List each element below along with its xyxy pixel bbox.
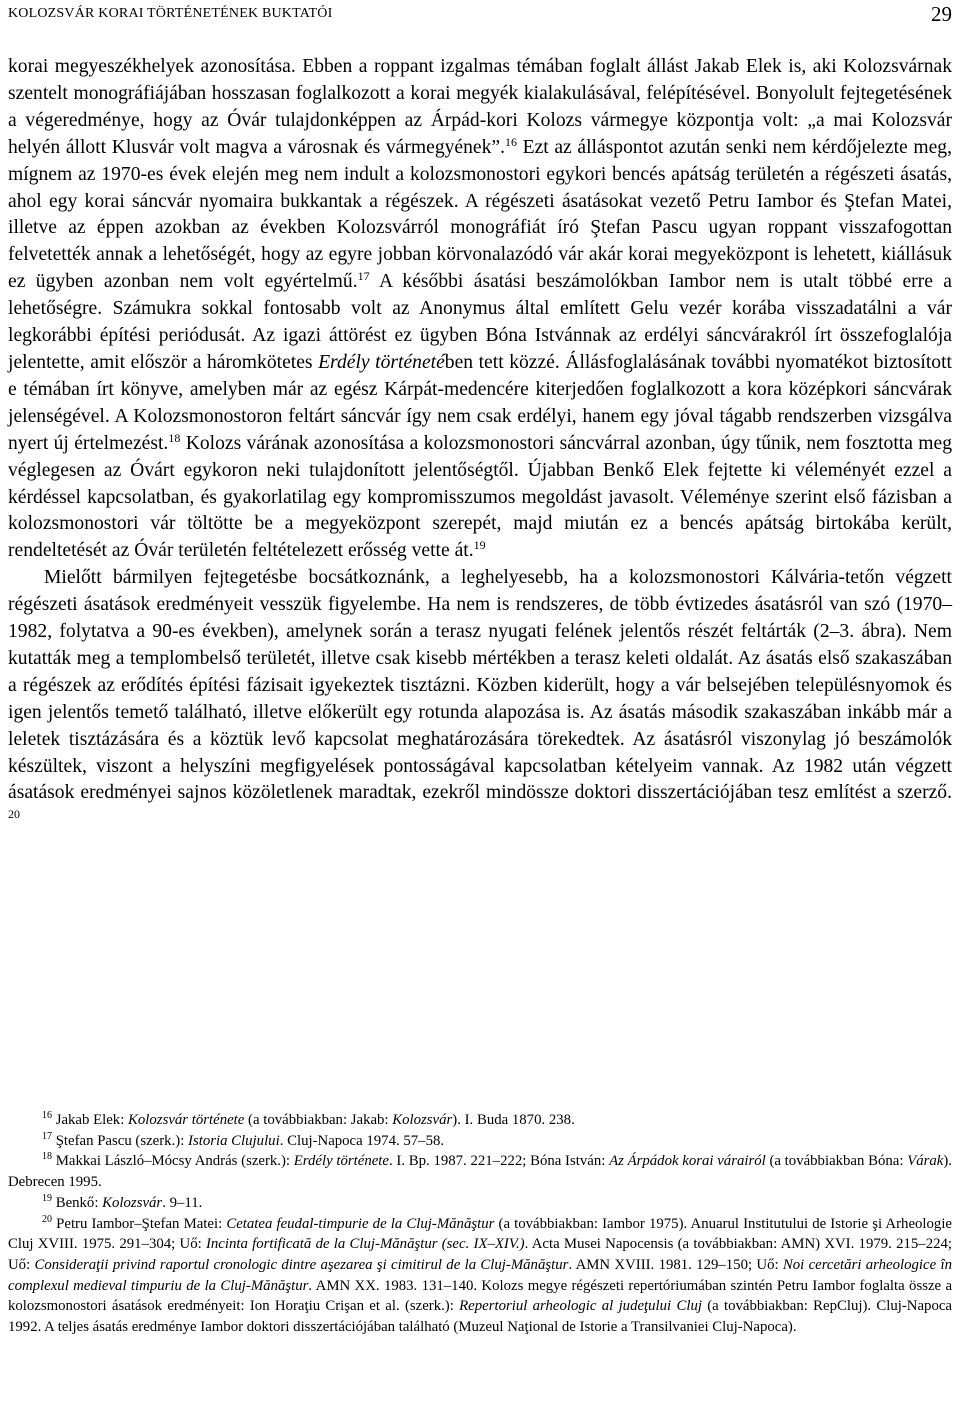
paragraph-1 [8,54,952,565]
fn-text: (a továbbiakban Bóna: [765,1153,908,1170]
footnote-20 [8,1214,952,1338]
footnote-16 [8,1110,952,1131]
fn-italic: Várak [907,1153,944,1170]
fn-text: ). I. Buda 1870. 238. [452,1112,575,1128]
footnote-number: 18 [42,1151,52,1163]
fn-italic: Noi cercetări arheologice în complexul medieval timpuriu de la Cluj-Mănăştur [8,1256,952,1294]
running-title: KOLOZSVÁR KORAI TÖRTÉNETÉNEK BUKTATÓI [8,6,333,21]
fn-italic: Incinta fortificată de la Cluj-Mănăştur (sec. IX–XIV.) [205,1236,525,1253]
running-header [8,4,952,26]
footnote-ref-20[interactable]: 20 [8,807,20,822]
fn-italic: Kolozsvár története [128,1112,245,1128]
fn-italic: Consideraţii privind raportul cronologic dintre aşezarea şi cimitirul de la Cluj-Mănăştur [34,1256,569,1273]
footnote-ref-17[interactable]: 17 [357,269,370,284]
fn-text: . AMN XVIII. 1981. 129–150; Uő: [568,1256,783,1273]
footnote-17 [8,1131,952,1152]
text-run: Mielőtt bármilyen fejtegetésbe bocsátkoznánk, a leghelyesebb, ha a kolozsmonostori Kálvária-tetőn végzett régészeti ásatások eredményeit vesszük figyelembe. Ha nem is rendszeres, de több évtizedes ásatásról van szó (1970–1982, folytatva a 90-es években), amelynek során a terasz nyugati felének jelentős részét feltárták (2–3. ábra). Nem kutatták meg a templombelső területét, illetve csak kisebb mértékben a terasz keleti oldalát. Az ásatás első szakaszában a régészek az erődítés építési fázisait igyekeztek tisztázni. Közben kiderült, hogy a vár belsejében településnyomok és igen jelentős temető található, illetve előkerült egy rotunda alapozása is. Az ásatás második szakaszában inkább már a leletek tisztázására és a köztük levő kapcsolat meghatározására törekedtek. Az ásatásról viszonylag jó beszámolók készültek, viszont a helyszíni megfigyelések pontosságával kapcsolatban kételyeim vannak. Az 1982 után végzett ásatások eredményei sajnos közöletlenek maradtak, ezekről mindössze doktori disszertációjában tesz említést a szerző. [8,567,952,804]
fn-text: (a továbbiakban: Iambor 1975). Anuarul Institutului de Istorie şi Arheologie Cluj XVIII. 1975. 291–304; Uő: [8,1215,952,1253]
fn-text: . Cluj-Napoca 1974. 57–58. [279,1132,445,1149]
paragraph-2 [8,565,952,834]
fn-text: . 9–11. [162,1194,203,1211]
fn-italic: Kolozsvár [102,1194,163,1211]
fn-text: Ştefan Pascu (szerk.): [55,1132,189,1149]
fn-italic: Az Árpádok korai várairól [609,1153,766,1170]
fn-text: . Acta Musei Napocensis (a továbbiakban: AMN) XVI. 1979. 215–224; Uő: [8,1236,953,1273]
fn-text: . I. Bp. 1987. 221–222; Bóna István: [388,1153,610,1170]
fn-italic: Cetatea feudal-timpurie de la Cluj-Mănăştur [226,1215,495,1232]
fn-italic: Kolozsvár [392,1112,453,1128]
fn-text: (a továbbiakban: Jakab: [244,1112,393,1128]
footnote-number: 16 [42,1110,52,1121]
fn-italic: Istoria Clujului [188,1132,280,1149]
text-run: Ezt az álláspontot azután senki nem kérdőjelezte meg, mígnem az 1970-es évek elején meg nem indult a kolozsmonostori egykori bencés apátság területén a régészeti ásatás, ahol egy korai sáncvár nyomaira bukkantak a régészek. A régészeti ásatásokat vezető Petru Iambor és Ştefan Matei, illetve az éppen azokban az években Kolozsvárról monográfiát író Ştefan Pascu ugyan roppant visszafogottan felvetették annak a lehetőségét, hogy az egyre jobban körvonalazódó vár akár korai megyeközpont is lehetett, kiállásuk ez ügyben azonban nem volt egyértelmű. [8,136,952,293]
italic-title: Erdély történeté [318,351,445,373]
footnote-number: 20 [42,1213,52,1225]
fn-text: . AMN XX. 1983. 131–140. Kolozs megye régészeti repertóriumában szintén Petru Iambor foglalta össze a kolozsmonostori ásatások eredményeit: Ion Horaţiu Crişan et al. (szerk.): [8,1277,953,1315]
footnote-ref-19[interactable]: 19 [473,538,486,553]
fn-text: Jakab Elek: [55,1112,129,1128]
text-run: Kolozs várának azonosítása a kolozsmonostori sáncvárral azonban, úgy tűnik, nem fosztotta meg véglegesen az Óvárt egykoron neki tulajdonított jelentőségtől. Újabban Benkő Elek fejtette ki véleményét ezzel a kérdéssel kapcsolatban, és gyakorlatilag egy kompromisszumos megoldást javasolt. Véleménye szerint első fázisban a kolozsmonostori vár töltötte be a megyeközpont szerepét, majd miután ez a bencés apátság birtokába került, rendeltetését az Óvár területén feltételezett erősség vette át. [8,432,952,562]
text-run: A későbbi ásatási beszámolókban Iambor nem is utalt többé erre a lehetőségre. Számukra sokkal fontosabb volt az Anonymus által említett Gelu vezér korába visszadatálni a vár legkorábbi építési periódusát. Az igazi áttörést ez ügyben Bóna Istvánnak az erdélyi sáncvárakról írt összefoglalója jelentette, amit először a háromkötetes [8,271,952,373]
fn-text: Petru Iambor–Ştefan Matei: [56,1215,227,1232]
footnote-number: 17 [42,1130,52,1142]
footnote-ref-18[interactable]: 18 [168,430,181,445]
main-text [8,54,952,834]
footnote-number: 19 [42,1192,52,1204]
fn-italic: Repertoriul arheologic al judeţului Cluj [459,1298,702,1315]
footnote-18 [8,1151,952,1192]
footnote-19 [8,1193,952,1214]
text-run: ben tett közzé. Állásfoglalásának további nyomatékot biztosított e témában írt könyve, amelyben már az egész Kárpát-medencére kiterjedően foglalkozott a kora középkori sáncvárak jelenségével. A Kolozsmonostoron feltárt sáncvár így nem csak erdélyi, hanem egy jóval tágabb rendszerben vizsgálva nyert új értelmezést. [8,351,952,454]
fn-italic: Erdély története [293,1153,389,1170]
footnote-ref-16[interactable]: 16 [505,134,518,149]
footnotes [8,1110,952,1338]
fn-text: ). Debrecen 1995. [8,1153,953,1191]
fn-text: Makkai László–Mócsy András (szerk.): [55,1153,294,1170]
page-number: 29 [931,2,952,26]
text-run: korai megyeszékhelyek azonosítása. Ebben a roppant izgalmas témában foglalt állást Jakab Elek is, aki Kolozsvárnak szentelt monográfiájában hosszasan foglalkozott a korai megyék kialakulásával, felépítésével. Bonyolult fejtegetésének a végeredménye, hogy az Óvár tulajdonképpen az Árpád-kori Kolozs vármegye központja volt: „a mai Kolozsvár helyén állott Klusvár volt magva a városnak és vármegyének”. [8,56,952,158]
fn-text: (a továbbiakban: RepCluj). Cluj-Napoca 1992. A teljes ásatás eredménye Iambor doktori disszertációjában található (Muzeul Naţional de Istorie a Transilvaniei Cluj-Napoca). [8,1298,952,1336]
fn-text: Benkő: [55,1194,103,1211]
